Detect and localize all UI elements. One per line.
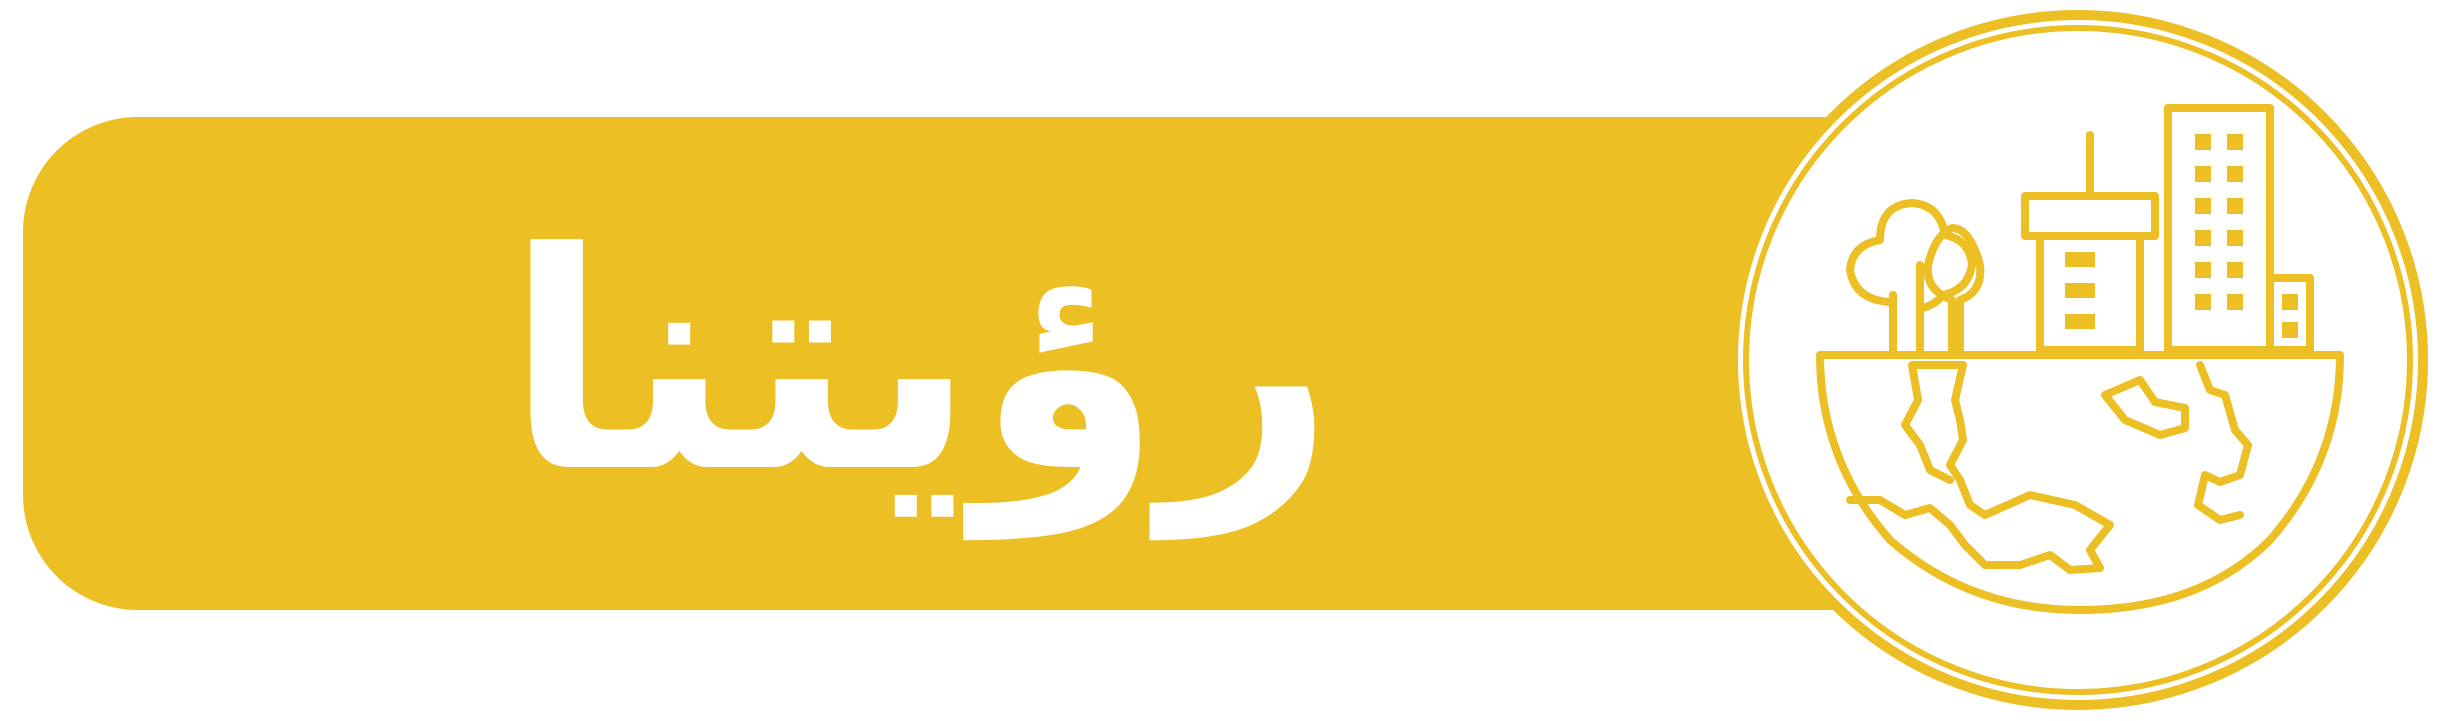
window [2195, 294, 2211, 310]
window [2195, 198, 2211, 214]
banner-title: رؤيتنا [505, 188, 1335, 538]
window [2195, 166, 2211, 182]
window [2065, 252, 2095, 267]
window [2227, 198, 2243, 214]
window [2227, 262, 2243, 278]
window [2227, 134, 2243, 150]
window [2227, 294, 2243, 310]
window [2282, 322, 2298, 338]
emblem-outer-ring [1733, 15, 2423, 705]
window [2065, 314, 2095, 329]
window [2227, 230, 2243, 246]
window [2195, 262, 2211, 278]
window [2282, 294, 2298, 310]
window [2227, 166, 2243, 182]
window [2065, 283, 2095, 298]
window [2195, 134, 2211, 150]
window [2195, 230, 2211, 246]
